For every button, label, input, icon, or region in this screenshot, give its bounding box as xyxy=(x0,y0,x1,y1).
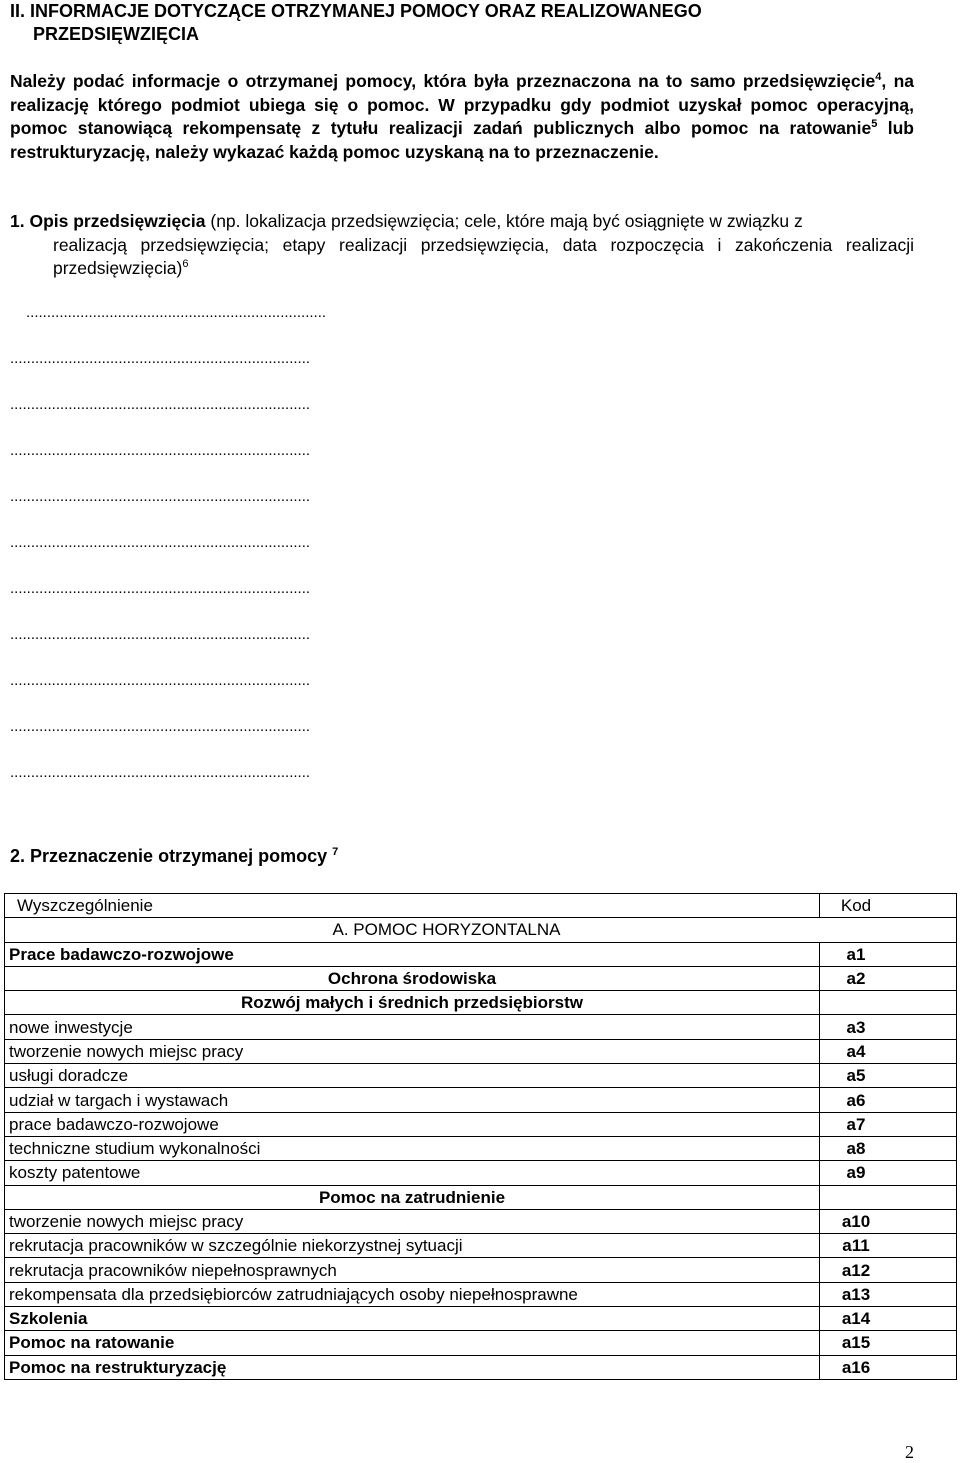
fill-line[interactable]: ........................................................................ xyxy=(10,764,311,781)
fill-line[interactable]: ........................................................................ xyxy=(10,672,311,689)
fill-line[interactable]: ........................................................................ xyxy=(10,350,311,367)
table-row xyxy=(5,1307,957,1331)
fill-line[interactable]: ........................................................................ xyxy=(10,442,311,459)
section-2-title: 2. Przeznaczenie otrzymanej pomocy xyxy=(10,846,328,866)
table-row xyxy=(5,1258,957,1282)
row-code: a15 xyxy=(820,1331,893,1355)
table-row xyxy=(5,1015,957,1039)
row-label: rekrutacja pracowników niepełnosprawnych xyxy=(5,1258,820,1282)
table-row xyxy=(5,1088,957,1112)
row-code: a4 xyxy=(820,1039,893,1063)
page-number: 2 xyxy=(905,1442,914,1462)
table-row xyxy=(5,1185,957,1209)
row-code: a16 xyxy=(820,1355,893,1379)
table-row xyxy=(5,1209,957,1233)
row-code: a1 xyxy=(820,942,893,966)
footnote-ref-7: 7 xyxy=(332,846,339,858)
row-code xyxy=(820,1185,893,1209)
intro-paragraph xyxy=(10,70,914,164)
row-label: udział w targach i wystawach xyxy=(5,1088,820,1112)
table-row xyxy=(5,1064,957,1088)
group-title: A. POMOC HORYZONTALNA xyxy=(5,918,957,942)
fill-line[interactable]: ........................................................................ xyxy=(10,396,311,413)
section-2-heading xyxy=(10,846,338,867)
fill-line[interactable]: ........................................................................ xyxy=(26,304,327,321)
table-row xyxy=(5,1282,957,1306)
fill-line[interactable]: ........................................................................ xyxy=(10,534,311,551)
fill-line[interactable]: ........................................................................ xyxy=(10,580,311,597)
row-label: usługi doradcze xyxy=(5,1064,820,1088)
section-title xyxy=(10,0,950,46)
table-header-row xyxy=(5,894,957,918)
row-code: a8 xyxy=(820,1136,893,1160)
row-code: a6 xyxy=(820,1088,893,1112)
table-row xyxy=(5,1136,957,1160)
aid-purpose-table xyxy=(4,893,957,1380)
row-label: Pomoc na restrukturyzację xyxy=(5,1355,820,1379)
row-code: a10 xyxy=(820,1209,893,1233)
section-title-line2: PRZEDSIĘWZIĘCIA xyxy=(33,24,200,44)
row-label: nowe inwestycje xyxy=(5,1015,820,1039)
section-1-text-2: realizacją przedsięwzięcia; etapy realizacji przedsięwzięcia, data rozpoczęcia i zakończenia realizacji przedsięwzięcia) xyxy=(53,234,914,278)
table-row xyxy=(5,1112,957,1136)
section-1-heading xyxy=(10,210,914,281)
row-label: rekrutacja pracowników w szczególnie niekorzystnej sytuacji xyxy=(5,1234,820,1258)
row-label: Szkolenia xyxy=(5,1307,820,1331)
footnote-ref-4: 4 xyxy=(875,71,882,84)
row-code xyxy=(820,991,893,1015)
row-code: a2 xyxy=(820,966,893,990)
row-code: a3 xyxy=(820,1015,893,1039)
row-code: a7 xyxy=(820,1112,893,1136)
table-row xyxy=(5,966,957,990)
section-1-text: (np. lokalizacja przedsięwzięcia; cele, które mają być osiągnięte w związku z xyxy=(205,211,803,231)
fill-line[interactable]: ........................................................................ xyxy=(10,626,311,643)
row-label: Prace badawczo-rozwojowe xyxy=(5,942,820,966)
row-label: prace badawczo-rozwojowe xyxy=(5,1112,820,1136)
fill-line[interactable]: ........................................................................ xyxy=(10,718,311,735)
table-row xyxy=(5,1161,957,1185)
section-1-title: 1. Opis przedsięwzięcia xyxy=(10,211,206,231)
table-body xyxy=(5,942,957,1379)
row-code: a14 xyxy=(820,1307,893,1331)
intro-text-1b: , na realizację którego podmiot ubiega się o pomoc. xyxy=(10,71,915,115)
intro-text-2a: W przypadku gdy podmiot uzyskał pomoc operacyjną, pomoc stanowiącą rekompensatę z tytułu realizacji zadań publicznych albo pomoc na ratowanie xyxy=(10,94,914,138)
table-row xyxy=(5,942,957,966)
footnote-ref-5: 5 xyxy=(871,118,878,131)
row-code: a5 xyxy=(820,1064,893,1088)
fill-line[interactable]: ........................................................................ xyxy=(10,488,311,505)
table-group-row xyxy=(5,918,957,942)
row-label: Pomoc na zatrudnienie xyxy=(5,1185,820,1209)
intro-text-2b: lub restrukturyzację, należy wykazać każdą pomoc uzyskaną na to przeznaczenie. xyxy=(10,118,914,162)
row-label: tworzenie nowych miejsc pracy xyxy=(5,1209,820,1233)
table-row xyxy=(5,1331,957,1355)
row-label: koszty patentowe xyxy=(5,1161,820,1185)
row-label: Pomoc na ratowanie xyxy=(5,1331,820,1355)
row-code: a11 xyxy=(820,1234,893,1258)
table-row xyxy=(5,1039,957,1063)
row-label: Ochrona środowiska xyxy=(5,966,820,990)
row-label: rekompensata dla przedsiębiorców zatrudniających osoby niepełnosprawne xyxy=(5,1282,820,1306)
row-code: a13 xyxy=(820,1282,893,1306)
table-row xyxy=(5,991,957,1015)
row-label: techniczne studium wykonalności xyxy=(5,1136,820,1160)
row-code: a9 xyxy=(820,1161,893,1185)
footnote-ref-6: 6 xyxy=(182,258,189,271)
table-row xyxy=(5,1355,957,1379)
header-code: Kod xyxy=(820,894,893,918)
row-label: Rozwój małych i średnich przedsiębiorstw xyxy=(5,991,820,1015)
row-code: a12 xyxy=(820,1258,893,1282)
intro-text-1a: Należy podać informacje o otrzymanej pomocy, która była przeznaczona na to samo przedsięwzięcie xyxy=(10,71,876,91)
row-label: tworzenie nowych miejsc pracy xyxy=(5,1039,820,1063)
table-row xyxy=(5,1234,957,1258)
section-title-line1: II. INFORMACJE DOTYCZĄCE OTRZYMANEJ POMOCY ORAZ REALIZOWANEGO xyxy=(10,1,702,21)
header-label: Wyszczególnienie xyxy=(5,894,820,918)
